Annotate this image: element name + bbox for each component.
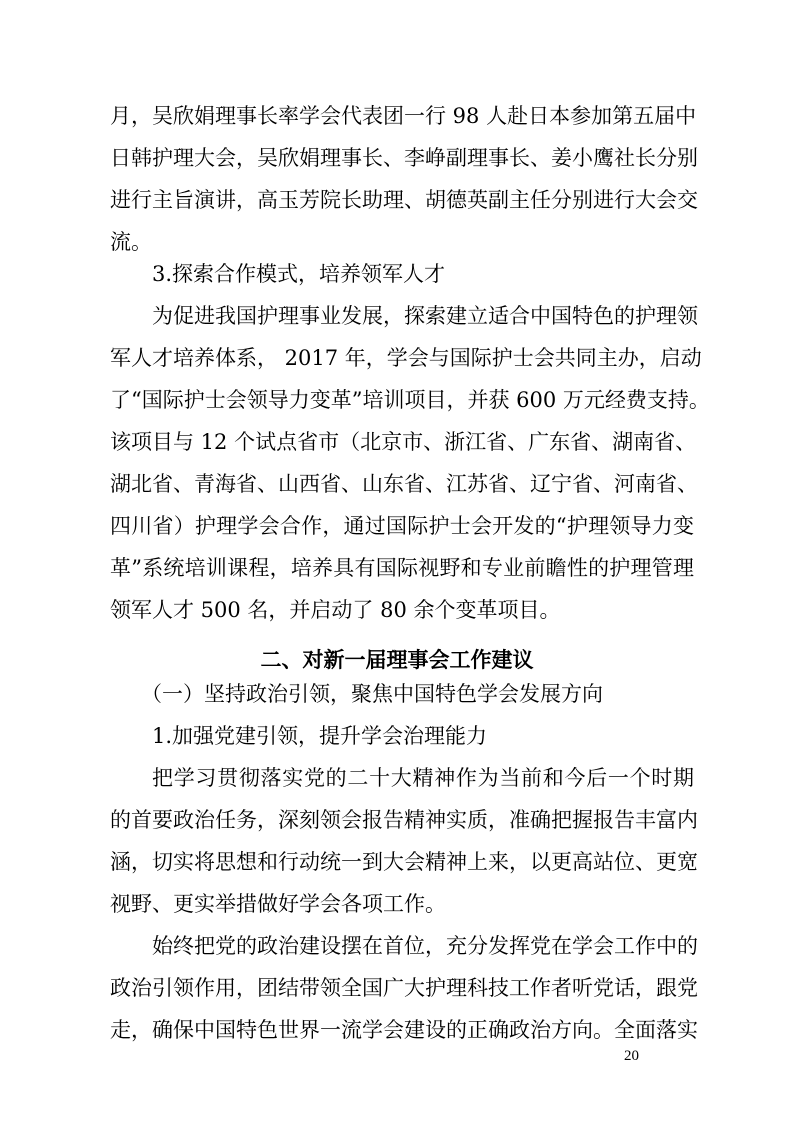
body-line: 领军人才 500 名，并启动了 80 余个变革项目。 [110, 598, 561, 622]
body-line: 流。 [110, 230, 152, 254]
body-line: 革”系统培训课程，培养具有国际视野和专业前瞻性的护理管理 [110, 556, 694, 580]
subsection-heading: （一）坚持政治引领，聚焦中国特色学会发展方向 [141, 682, 603, 706]
body-line: 始终把党的政治建设摆在首位，充分发挥党在学会工作中的 [152, 934, 698, 958]
subsection-heading: 3.探索合作模式，培养领军人才 [152, 262, 446, 286]
body-line: 四川省）护理学会合作，通过国际护士会开发的“护理领导力变 [110, 514, 694, 538]
body-line: 月，吴欣娟理事长率学会代表团一行 98 人赴日本参加第五届中 [110, 104, 697, 128]
body-line: 的首要政治任务，深刻领会报告精神实质，准确把握报告丰富内 [110, 808, 698, 832]
page-number: 20 [624, 1048, 639, 1064]
body-line: 政治引领作用，团结带领全国广大护理科技工作者听党话，跟党 [110, 976, 698, 1000]
subsection-heading: 1.加强党建引领，提升学会治理能力 [152, 724, 488, 748]
body-line: 进行主旨演讲，高玉芳院长助理、胡德英副主任分别进行大会交 [110, 188, 698, 212]
body-line: 为促进我国护理事业发展，探索建立适合中国特色的护理领 [152, 304, 698, 328]
body-line: 日韩护理大会，吴欣娟理事长、李峥副理事长、姜小鹰社长分别 [110, 146, 698, 170]
body-line: 该项目与 12 个试点省市（北京市、浙江省、广东省、湖南省、 [110, 430, 697, 454]
body-line: 湖北省、青海省、山西省、山东省、江苏省、辽宁省、河南省、 [110, 472, 698, 496]
section-heading: 二、对新一届理事会工作建议 [260, 648, 534, 672]
body-line: 军人才培养体系， 2017 年，学会与国际护士会共同主办，启动 [110, 346, 702, 370]
body-line: 视野、更实举措做好学会各项工作。 [110, 892, 446, 916]
body-line: 走，确保中国特色世界一流学会建设的正确政治方向。全面落实 [110, 1018, 698, 1042]
body-line: 涵，切实将思想和行动统一到大会精神上来，以更高站位、更宽 [110, 850, 698, 874]
body-line: 了“国际护士会领导力变革”培训项目，并获 600 万元经费支持。 [110, 388, 710, 412]
body-line: 把学习贯彻落实党的二十大精神作为当前和今后一个时期 [152, 766, 694, 790]
